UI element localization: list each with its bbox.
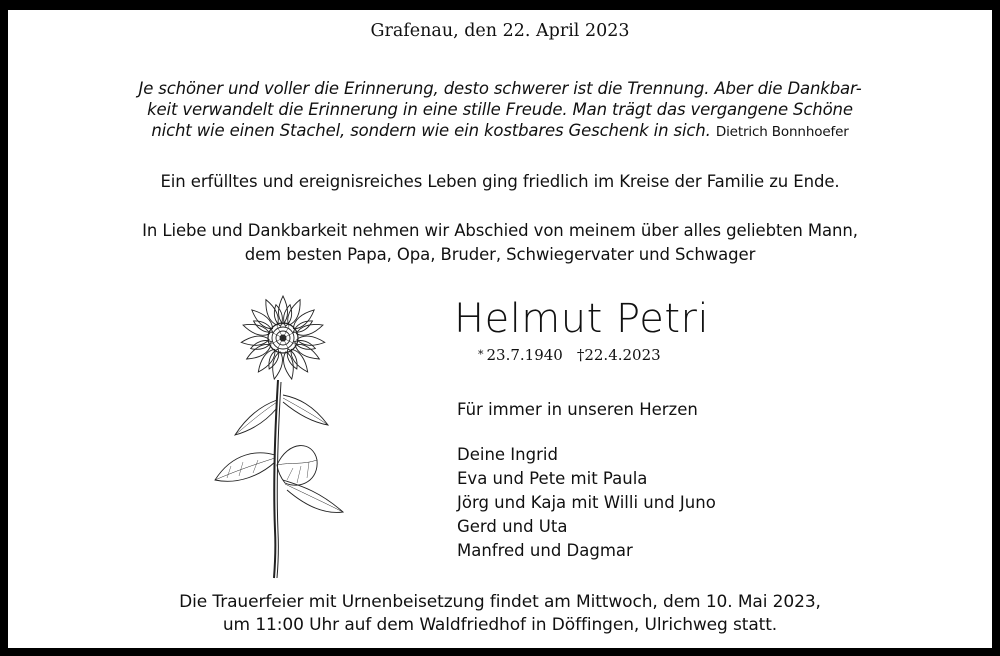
- farewell-text: [8, 219, 992, 267]
- sunflower-illustration: [203, 290, 363, 580]
- service-line: Die Trauerfeier mit Urnenbeisetzung findet am Mittwoch, dem 10. Mai 2023,: [179, 592, 821, 612]
- forever-line: Für immer in unseren Herzen: [457, 400, 698, 419]
- quote-line: Je schöner und voller die Erinnerung, desto schwerer ist die Trennung. Aber die Dankbar-: [138, 79, 862, 98]
- quote-author: Dietrich Bonnhoefer: [715, 124, 849, 140]
- quote-line-text: nicht wie einen Stachel, sondern wie ein kostbares Geschenk in sich.: [151, 121, 711, 140]
- deceased-name: Helmut Petri: [454, 296, 710, 342]
- mourner-item: Manfred und Dagmar: [457, 541, 633, 560]
- mourner-item: Gerd und Uta: [457, 517, 568, 536]
- farewell-line: dem besten Papa, Opa, Bruder, Schwiegervater und Schwager: [244, 245, 756, 264]
- death-date: 22.4.2023: [584, 346, 661, 364]
- quote-line-last: [8, 120, 992, 143]
- birth-date: 23.7.1940: [486, 346, 563, 364]
- quote-block: [8, 78, 992, 143]
- service-line: um 11:00 Uhr auf dem Waldfriedhof in Döffingen, Ulrichweg statt.: [222, 615, 778, 635]
- birth-symbol-icon: *: [478, 348, 484, 361]
- quote-line: keit verwandelt die Erinnerung in eine stille Freude. Man trägt das vergangene Schöne: [147, 100, 853, 119]
- mourner-item: Jörg und Kaja mit Willi und Juno: [457, 493, 716, 512]
- mourners-list: [457, 443, 716, 563]
- farewell-line: In Liebe und Dankbarkeit nehmen wir Abschied von meinem über alles geliebten Mann,: [142, 221, 858, 240]
- life-statement: Ein erfülltes und ereignisreiches Leben ging friedlich im Kreise der Familie zu Ende.: [160, 172, 840, 191]
- service-announcement: [8, 591, 992, 637]
- place-date: Grafenau, den 22. April 2023: [370, 21, 630, 41]
- mourner-item: Deine Ingrid: [457, 445, 558, 464]
- life-dates: [478, 346, 661, 364]
- mourner-item: Eva und Pete mit Paula: [457, 469, 648, 488]
- death-symbol-icon: †: [576, 346, 585, 364]
